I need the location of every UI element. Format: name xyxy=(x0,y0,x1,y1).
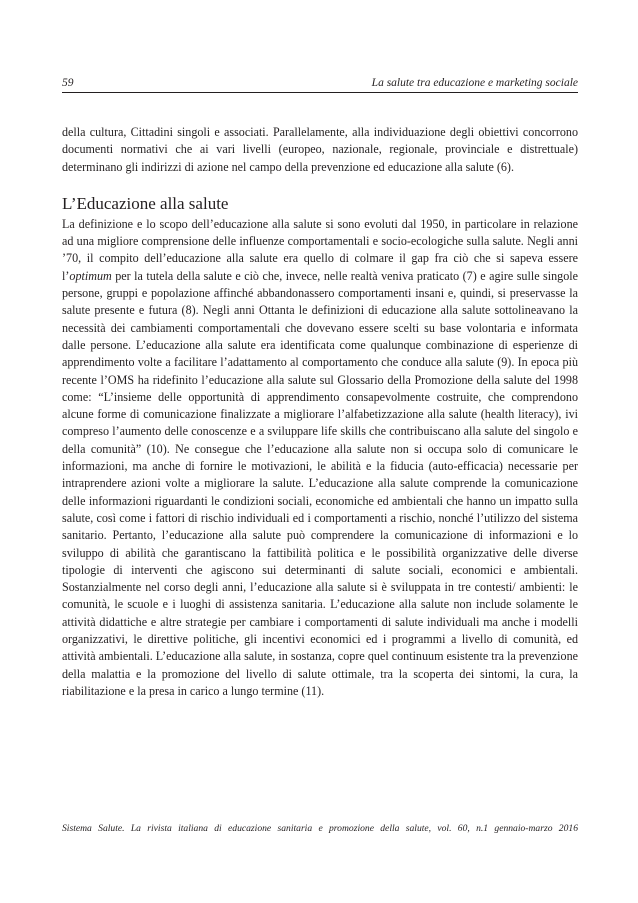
body-text-italic: optimum xyxy=(69,268,112,283)
page-number: 59 xyxy=(62,77,74,89)
journal-footer: Sistema Salute. La rivista italiana di educazione sanitaria e promozione della salute, vol. 60, n.1 gennaio-marzo 2016 xyxy=(62,823,578,834)
body-text-start: La definizione e lo scopo dell’educazione alla salute si sono evoluti dal 1950, in particolare in relazione ad una migliore comprensione delle influenze comportamentali e socio-ecologiche sulla salute. Negli anni ’70, il compito dell’educazione alla salute era quello di colmare il gap fra ciò che si sapeva essere l’ xyxy=(62,216,578,283)
section-heading: L’Educazione alla salute xyxy=(62,193,229,213)
body-text-end: per la tutela della salute e ciò che, invece, nelle realtà veniva praticato (7) e agire sulle singole persone, gruppi e popolazione affinché abbandonassero comportamenti insani e, quindi, si preservasse la salute presente e futura (8). Negli anni Ottanta le definizioni di educazione alla salute sottolineavano la necessità dei cambiamenti comportamentali che dovevano essere scelti su base volontaria e informata dalle persone. L’educazione alla salute era identificata come qualunque combinazione di esperienze di apprendimento volte a facilitare l’adattamento al comportamento che conduce alla salute (9). In epoca più recente l’OMS ha ridefinito l’educazione alla salute sul Glossario della Promozione della salute del 1998 come: “L’insieme delle opportunità di apprendimento consapevolmente costruite, che comprendono alcune forme di comunicazione finalizzate a migliorare l’alfabetizzazione alla salute (health literacy), ivi compreso l’aumento delle conoscenze e a sviluppare life skills che contribuiscano alla salute del singolo e della comunità” (10). Ne consegue che l’educazione alla salute non si occupa solo di comunicare le informazioni, ma anche di fornire le motivazioni, le abilità e la fiducia (auto-efficacia) necessarie per intraprendere azioni volte a migliorare la salute. L’educazione alla salute comprende la comunicazione delle informazioni riguardanti le condizioni sociali, economiche ed ambientali che hanno un impatto sulla salute, così come i fattori di rischio individuali ed i comportamenti a rischio, nonché l’utilizzo del sistema sanitario. Pertanto, l’educazione alla salute può comprendere la comunicazione di informazioni e lo sviluppo di abilità che garantiscano la fattibilità politica e le possibilità organizzative delle diverse tipologie di interventi che agiscono sui determinanti di salute sociali, economici e ambientali. Sostanzialmente nel corso degli anni, l’educazione alla salute si è sviluppata in tre contesti/ ambienti: le comunità, le scuole e i luoghi di assistenza sanitaria. L’educazione alla salute non include solamente le attività didattiche e altre strategie per cambiare i comportamenti di salute individuali ma anche i modelli organizzativi, le direttive politiche, gli incentivi economici ed i programmi a livello di comunità, ed attività ambientali. L’educazione alla salute, in sostanza, copre quel continuum esistente tra la prevenzione della malattia e la promozione del livello di salute ottimale, tra la scoperta dei sintomi, la cura, la riabilitazione e la presa in carico a lungo termine (11). xyxy=(62,268,578,698)
running-title: La salute tra educazione e marketing sociale xyxy=(371,77,578,89)
section-body xyxy=(62,216,578,700)
main-content xyxy=(62,124,578,700)
running-header xyxy=(62,74,578,93)
intro-paragraph: della cultura, Cittadini singoli e associati. Parallelamente, alla individuazione degli obiettivi concorrono documenti normativi che ai vari livelli (europeo, nazionale, regionale, provinciale e distrettuale) determinano gli indirizzi di azione nel campo della prevenzione ed educazione alla salute (6). xyxy=(62,125,578,174)
